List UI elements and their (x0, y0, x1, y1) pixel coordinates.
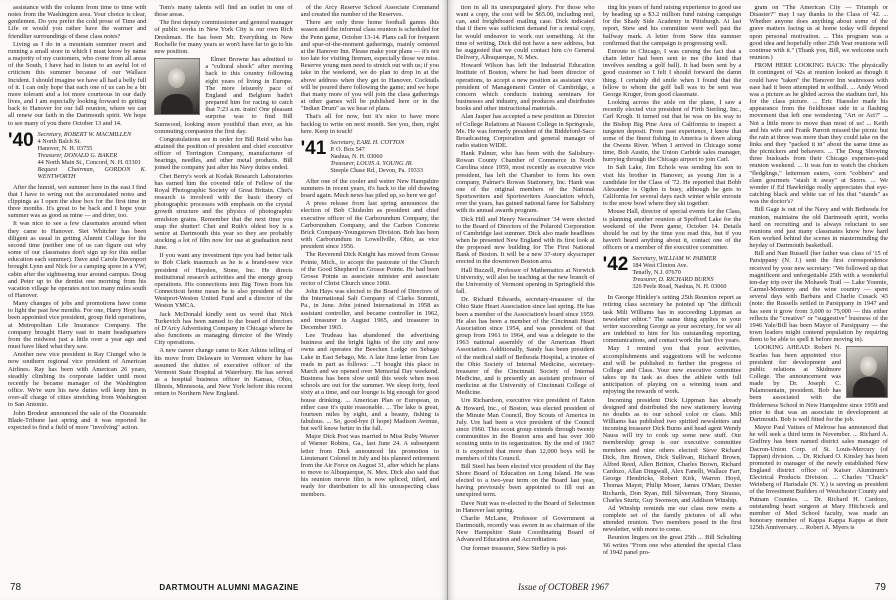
right-column-2 (603, 4, 742, 574)
paragraph: Bill Gage is out of the Navy and with Bethesda for reunion, maintains the old Dartmouth spirit, works hard on recruiting and is always reluctant to see reunions end just many classmates know how hard Ken worked behind the scenes in masterminding the heyday of Dartmouth basketball. (749, 206, 889, 250)
paragraph: John Brodeur announced the sale of the Oceanside Blade-Tribune last spring and it was reported he expected to find a field of more "involving" action. (8, 409, 147, 431)
officer-line: Treasurer, D. RICHARD BURNS (632, 276, 714, 284)
paragraph: Enroute to Chicago, I was cursing the fact that a chain letter had been sent to me (the kind that involves sending a golf ball). It had been sent by a good customer so I felt I should forward the damn thing. I certainly did smile when I found that the fellow to whom the golf ball was to be sent was George Kruger, from good classmate. (602, 47, 742, 98)
paragraph: Ure Richardson, executive vice president of Eaton & Howard, Inc., of Boston, was elected president of the Minute Man Council, Boy Scouts of America in July. Ure had been a vice president of the Council since 1960. This scout group extends through twenty communities in the Boston area and has over 300 scouting units in its organization. By the end of 1967 it is expected that more than 12,000 boys will be members of this Council. (456, 397, 595, 462)
right-page (448, 0, 896, 600)
paragraph: Many changes of jobs and promotions have come to light the past few months. For one, Harry Hoyt has been appointed vice president, group field operations, at Metropolitan Life Insurance Company. The company brought Harry east to main headquarters from the midwest just a little over a year ago and must have liked what they saw. (8, 300, 147, 351)
officer-line: 44 North Main St., Concord, N. H. 03301 (37, 158, 141, 166)
officer-line: Secretary, WILLIAM W. PARMER (632, 255, 717, 263)
paragraph: In George Hinkley's setting 25th Reunion report as retiring class secretary he pointed up "the difficult task Milt Williams has in succeeding Lippman as newsletter editor." The same thing applies to your writer succeeding George as your secretary, for we all are indebted to him for his outstanding reporting, communications, and contact work the last five years. (602, 294, 742, 345)
class-officers (632, 255, 726, 290)
paragraph: Tom's many talents will find an outlet in one of those areas. (154, 4, 293, 19)
paragraph: Living as I do in a mountain summer resort and running a small store in which I must know by name a majority of my customers, who come from all areas of the South, I have had to listen to an awful lot of criticism this summer because of our Wallace Incident. I should imagine we have all had a belly full of it. I can only hope that each one of us can be a bit more tolerant and a lot more courteous in our daily lives, and I am especially looking forward to getting back to Hanover for our fall reunion, where we can all renew our faith in the Dartmouth spirit. We hope to see many of you there October 13 and 14. (8, 40, 147, 127)
paragraph: The Reverend Dick Knight has moved from Grosse Pointe, Mich., to accept the pastorate of the Church of the Good Shepherd in Grosse Pointe. He had been Grosse Pointe as associate minister and associate rector of Christ Church since 1960. (300, 251, 439, 287)
class-numeral: '41 (300, 137, 327, 159)
officer-line: 4 North Balch St. (37, 137, 81, 145)
class-officers (330, 139, 423, 174)
col-text-body (154, 4, 292, 397)
paragraph: Bill Steel has been elected vice president of the Bay Shore Board of Education on Long Island. He was elected to a two-year term on the Board last year, having previously been appointed to fill out an unexpired term. (456, 462, 595, 499)
paragraph: In Salt Lake, Jim Echols was sending his son to visit his brother in Hanover, as young Jim is a candidate for the Class of '72. He reported that Bobb Alexander is Ogden is busy, although he gets to California for several days each winter while enroute to the snow bowl where they ski together. (602, 164, 742, 208)
issue-label: Issue of OCTOBER 1967 (518, 582, 609, 592)
paragraph: Major Dick Post was married to Miss Ruby Weaver of Warner Robins, Ga., last June 24. A subsequent letter from Dick announced his promotion to Lieutenant Colonel in July and his planned retirement from the Air Force on August 31, after which he plans to move to Albuquerque, N. Mex. Dick also said that his reunion movie film is now spliced, titled, and ready for distribution to all his unsuspecting class members. (300, 433, 439, 498)
paragraph: FROM HERE LOOKING BACK: The physically fit contingent of '42s at reunion looked as though it could have "taken" the Hanover Inn waitresses with ease had it been attempted in softball. ... Andy Wood was a picture as he glided across the stadium turf, his for the class picture. ... Eric Haessler made his appearance from the fieldhouse side in a flashing movement that left one wondering "Art or Act?" ... Not a little more to move than most of us! ... Keith and his wife and Frank Parrott missed the picnic but the rain at three was more than they could take on the links and they "packed it in" about the same time as the picnickers and behavers. ... The Doug Showing three busloads from their Chicago expenses-paid reunion weekend. ... It was fun to watch the chicken "fledglings," lettermen eaters, corn "cobbers" and clam gourmets "stash it away" at Storrs. ... We wonder if Ed Hawkridge really appreciates that eye-catching black and white car of his that "stands" as was the doctor's? (749, 62, 889, 206)
paragraph: Chet Berry's work at Kodak Research Laboratories has earned him the coveted title of Fellow of the Royal Photographic Society of Great Britain. Chet's research is involved with the basic theory of photographic processes with emphasis on the crystal growth structure and the physics of photographic emulsion grains. Remember that the next time you snap the shutter! Chet and Ruth's oldest boy is a senior at Dartmouth this year so they are probably stocking a lot of film now for use at graduation next June. (154, 172, 293, 252)
paragraph: tion in all its unexpurgated glory. For those who want a copy, the cost will be $65.00, including reel, can, and freightboard mailing case. Dick indicated that if there was sufficient demand for a rental copy, he would endeavor to work out something. At the time of writing, Dick did not have a new address, but he suggested that we could contact him c/o General Delivery, Albuquerque, N. Mex. (456, 4, 595, 62)
class-header-41 (301, 139, 439, 174)
col-text-top (301, 4, 439, 135)
portrait-photo (154, 58, 200, 115)
paragraph: Dick Hill and Henry Necarsulmer '34 were elected to the Board of Directors of the Polaroid Corporation of Cambridge last summer. Dick also made headlines when he presented New England with its first look at the proposed new building for The First National Bank of Boston. It will be a new 37-story skyscraper erected in the downtown Boston area. (456, 215, 595, 266)
paragraph: After the humid, wet summer here in the east I find that I have to wring out the accumulated notes and clippings as I open the shoe box for the first time in three months. It's great to be back and I hope your summer was as good as mine — and drier, too. (8, 183, 147, 220)
officer-line: Hanover, N. H. 03755 (37, 144, 93, 152)
paragraph: Reunion lingers on the great 25th ... Bill Schulting '66 writes "From one who attended the special Class of 1942 panel pro- (602, 534, 742, 556)
paragraph: After one of the cooler and wetter New Hampshire summers in recent years, it's back to the old drawing board again. Much news has piled up, so here we go! (300, 177, 439, 200)
class-numeral: '40 (8, 129, 34, 151)
page-number: 78 (10, 581, 22, 593)
class-header-40 (8, 131, 146, 180)
paragraph: Hall Buzzell, Professor of Mathematics at Norwich University, will also be teaching at the new branch of the University of Vermont opening in Springfield this fall. (456, 266, 595, 296)
officer-line: Treasurer, LOUIS A. YOUNG JR. (330, 159, 414, 167)
paragraph: That's all for now, but it's nice to have more backlog to write on next month. See you, then, right here. Keep in touch! (300, 113, 439, 135)
officer-line: Nashua, N. H. 03060 (330, 152, 383, 160)
paragraph: ting his years of fund raising experience to good use by heading up a $3.2 million fund raising campaign for the Shady Side Academy in Pittsburgh. At last report, Stew and his committee were well past the halfway mark. A letter from Stew this summer confirmed that the campaign is progressing well. (602, 4, 742, 47)
officer-line: Secretary, EARL H. COTTON (330, 138, 405, 146)
col-text-body (603, 294, 742, 556)
right-column-3 (749, 4, 888, 574)
paragraph: of the Arcy Reserve School Associate Command and created the number of the Reserves. (300, 4, 439, 19)
paragraph: Lee Trudeau has abandoned the advertising business and the bright lights of the city and now owns and operates the Beechen Lodge on Sebago Lake in East Sebago, Me. A late June letter from Lee reads in part as follows: ..."I bought this place in March and we opened over Memorial Day weekend. Business has been slow until this week when most schools are out for the summer. We sleep forty, feed sixty at a time, and our lounge is big enough for good house drinking. ... American Plan or European, in either case it's quite reasonable. ... The lake is great, fourteen miles by eight, and a beauty, fishing is fabulous. ... So, good-bye (I hope) Madison Avenue, but we'll know better in the fall. (300, 332, 439, 433)
paragraph: assistance with the column from time to time with notes from the Washington area. Your choice is clear, gentlemen. Do you prefer the cold prose of Time and Life or would you rather have the warmer and friendlier surroundings of these class notes? (8, 4, 147, 40)
officer-line: Bequest Chairman, GORDON K. WENTWORTH (37, 165, 147, 180)
left-column-2 (154, 4, 292, 574)
paragraph: Mouse Hall, director of special events for the Class, is planning another reunion at Spofford Lake for the weekend of the Penn game, October 14. Details should be out by the time you read this, but if you haven't heard anything about it, contact one of the officers or a member of the executive committee. (602, 208, 742, 252)
col-text-top (603, 4, 742, 251)
officer-line: Steeple Chase Rd., Devon, Pa. 19333 (330, 166, 423, 174)
paragraph: The first deputy commissioner and general manager of public works in New York City is our own Rich Dreshman. He has been Mr. Everything in New Rochelle for many years so won't have far to go to his new position. (154, 19, 293, 55)
paragraph: gram on "The American City — Triumph or Disaster?" may I say thanks to the Class of '42. ... Whether anyone does anything about some of the grave matters facing us at home today will depend upon personal motivation. ... This program was a good idea and hopefully other 25th Year reunions will continue with it." (Thank you, Bill, we welcome such reunion.) (749, 4, 889, 62)
class-officers (38, 131, 147, 180)
col-text-body (301, 178, 439, 498)
class-header-42 (603, 255, 742, 290)
paragraph: A new career change came to Ken Atkins telling of his move from Delaware to Vermont where he has assumed the duties of executive officer of the Vermont State Hospital at Waterbury. He has served as a hospital business officer in Kansas, Ohio, Illinois, Minnesota, and New York before this recent return to Northern New England. (154, 347, 293, 398)
paragraph: Alan Jasper has accepted a new position as Director of College Relations at Nasson College in Springvale, Me. He was formerly president of the Biddeford-Saco Broadcasting Corporation and general manager of radio station WIDE. (456, 113, 595, 149)
right-column-1 (456, 4, 595, 574)
officer-line: Treasurer, DONALD G. BAKER (37, 151, 118, 159)
paragraph: Ad Winship reminds me our class now owns a complete set of the family pictures of all who attended reunion. Two members posed in the first newsletter, with more to come. (602, 504, 742, 534)
class-numeral: '42 (602, 254, 629, 276)
paragraph: Jack McDonald kindly sent us word that Nick Turkevich has been named to the board of directors of D'Arcy Advertising Company in Chicago where he also functions as managing director of the Windy City operations. (154, 310, 293, 347)
paragraph: Dave Nutt was re-elected to the Board of Selectmen in Hanover last spring. (456, 499, 595, 514)
col-text-top (8, 4, 146, 127)
paragraph: Congratulations are in order for Bill Reid who has attained the position of president and chief executive officer of Torrington Company, manufacturer of bearings, needles, and other metal products. Bill joined the company just after his Navy duties ended. (154, 135, 293, 172)
col-text-body (749, 4, 888, 531)
paragraph: It was nice to see a few classmates around when they came to Hanover. Stet Whitcher has been diligent as usual in getting Alumni College for the second time (neither one of us can figure out why some of our classmates don't sign up for this stellar education each summer). Dave and Carole Davenport brought Lynn and Nick for a camping spree in a VW; cabin after the sightseeing tour around campus. Doug and Peter up to the dentist one morning from his vacation village he operates not too many miles south of Hanover. (8, 220, 147, 299)
paragraph: LOOKING AHEAD: Robert N. Scarles has been appointed vice president for development and public relations at Skidmore College. The announcement was made by Dr. Joseph C. Palamountain, president. Bob has been associated with the Holderness School in New Hampshire since 1959 and prior to that was an associate in development at Dartmouth. Bob is well fitted for the job. (749, 344, 889, 423)
left-column-3 (301, 4, 439, 574)
paragraph: Mayor Paul Vaitses of Melrose has announced that he will seek a third term in November. ... Richard A. Godfrey has been named district sales manager of Dacron-Union Corp. of St. Louis-Mercury (of Tappan) division. ... Dr. Richard O. Kinsley has been promoted to manager of the newly established New England district office of Kaiser Aluminum's Electrical Products Division. ... Charles "Chuck" Weinberg of Hartsdale (N. Y.) is serving as president of the Investment Builders of Westchester County and Putnam Counties. ... Dr. Richard H. Cardozo, outstanding heart surgeon at Mary Hitchcock and member of Med School faculty, was made an honorary member of Kappa Kappa Kappa at their 125th Anniversary. ... Robert A. Myers is (749, 424, 889, 532)
right-footer (458, 580, 886, 594)
paragraph: If you want any investment tips you had better talk to Bob Clark inasmuch as he is a brand-new vice president of Hayden, Stone, Inc. He directs institutional research activities and the energy group operations. His connections into Big Town from his Connecticut home mean he is also president of the Westport-Weston United Fund and a director of the Weston YMCA. (154, 252, 293, 310)
paragraph: Looking across the aisle on the plane, I saw a recently elected vice president of Firth Sterling, Inc., Carl Krogh. It turned out that he was on his way to the Bishop Big Pine Area of California to inspect a tungsten deposit. From past experience, I know that some of the finest fishing in America is down along the Owens River. When I arrived in Chicago some time, Bob Austin, the Union Carbide sales manager, hurrying through the Chicago airport to join Carl. (602, 99, 742, 164)
paragraph: Dr. Richard Edwards, secretary-treasurer of the Ohio State Heart Association since last spring. He has been a member of the Association's board since 1959. He also has been a member of the Cincinnati Heart Association since 1954, and was president of that group from 1961 to 1964, and was a delegate to the 1963 national assembly of the American Heart Association. Additionally, Sandy has been president of the medical staff of Bethesda Hospital, a trustee of the Ohio Society of Internal Medicine, secretary-treasurer of the Cincinnati Society of Internal Medicine, and is presently an assistant professor of medicine at the University of Cincinnati College of Medicine. (456, 296, 595, 397)
officer-line: P. O. Box 547 (330, 145, 365, 153)
magazine-title: DARTMOUTH ALUMNI MAGAZINE (159, 582, 299, 592)
paragraph: Bill and Nan Russell (her father was class of '15 of Parsippany (N. J.) sent the first correspondence received by your new secretary: "We followed up that magnificent and unforgettable 25th with a wonderful ten-day trip over the Mohawk Trail — Lake Youmie, Carmel-Monterey and the wine country — spent several days with Barbara and Charlie Cusack '43 (note: the Russells settled in Parsippany in 1947 and has seen it grow from 3,000 to 75,000 — this either reflects the "creative" or "suggestive" business of the 1946 Yale/Bill has been Mayor of Parsippany — the town leaders might contend population by requiring them to be able to spell it before moving in). (749, 250, 889, 344)
paragraph: Another new vice president is Ray Ciungel who is now southern regional vice president of American Airlines. Ray has been with American 26 years, steadily climbing its corporate ladder until most recently he became manager of the Washington office. We're sure his new duties will keep him in over-all charge of cities stretching from Washington to San Antonio. (8, 351, 147, 409)
portrait-photo (846, 346, 888, 398)
col-text-body (8, 184, 146, 431)
paragraph: Hank Palmer, who has been with the Salisbury-Rowan County Chamber of Commerce in North Carolina since 1959, most recently as executive vice president, has left the Chamber to form his own company, Palmer's Rowan Stationery, Inc. Hank was one of the original members of the National Sportswriters and Sportswriters Association which, over the years, has gained national fame for Salisbury with its annual awards program. (456, 150, 595, 215)
paragraph: A press release from last spring announces the election of Bob Chisholm as president and chief executive officer of the Carborundum Company, the Carborundum Company, and the Carbon Concrete Brick Company-Youngstown Division. Bob has been with Carborundum in Lowellville, Ohio, as vice president since 1956. (300, 200, 439, 251)
left-column-1 (8, 4, 146, 574)
officer-line: 184 West Clinton Ave. (632, 262, 688, 270)
page-number: 79 (874, 581, 886, 593)
paragraph: Incoming president Dick Lippman has already designed and distributed the new stationery leaving no doubts as to our school color or class. Milt Williams has published two spirited newsletters and incoming treasurer Dick Burns and head agent Wendy Nauss will try to cook up some new stuff. Our membership group is our executive committee members and nine others elected: Steve Richard Dick, Jim Brown, Dick Sullivan, Richard Brown, Alfred Reed, Allen Britton, Charles Brown, Richard Cardozo, Allan Dingwall, Alex Fanelli, Wallace Farr, George Hendricks, Robert Kirk, Warren Hoyd, Thomas Mayer, Philip Moser, James O'Marr, Dexter Richards, Don Ryan, Bill Silverman, Tony Strauss, Charles Sturtz, Guy Swenson, and Addison Winship. (602, 396, 742, 504)
left-footer (10, 580, 437, 594)
officer-line: Tenafly, N.J. 07670 (632, 269, 681, 277)
paragraph: Our former treasurer, Stew Steffey is put- (461, 544, 568, 552)
officer-line: Secretary, ROBERT W. MACMILLEN (37, 130, 132, 138)
paragraph: Elmer Browne has admitted to a "cultural shock" after moving back to this country following eight years of living in Europe. The more leisurely pace of England and Belgium hadn't prepared him for racing to catch that 7:23 a.m. train! One pleasant surprise was to find Bill Sumwood, looking more youthful than ever, as his commuting companion the first day. (154, 56, 293, 135)
paragraph: Howard Wilson has left the Industrial Education Institute of Boston, where he had been director of operations, to accept a new position as assistant vice president of Management Center of Cambridge, a concern which conducts training seminars for businesses and industry, and produces and distributes books and other instructional materials. (456, 62, 595, 113)
paragraph: May I remind you that your activities, accomplishments and suggestions will be welcome and will be published to further the progress of College and Class. Your new executive committee takes up its task as does the athlete with full anticipation of playing on a winning team and enjoying the rewards of work. (602, 345, 742, 396)
paragraph: John Hays was elected to the Board of Directors of the International Salt Company of Clarks Summit, Pa., in June. John joined International in 1958 as assistant controller, and became controller in 1962, and treasurer in August 1965, and treasurer in December 1965. (300, 288, 439, 331)
paragraph: Charlie McLane, Professor of Government at Dartmouth, recently was sworn in as chairman of the New Hampshire State Coordinating Board of Advanced Education and Accreditation. (456, 514, 595, 544)
officer-line: 326 Peele Road, Nashua, N. H. 03060 (632, 283, 727, 291)
paragraph: There are only three home football games this season and the informal class reunion is scheduled for the Penn game, October 13-14. Plans call for frequent and spur-of-the-moment gatherings, mainly centered at the Hanover Inn. Please make your plans — it's not too late for visiting firemen, especially those we miss. Reserve young men need to stretch out with us; if you take in the weekend, we do plan to drop in at the above address when they get to Hanover. Cocktails will be poured there following the game; and we hope that many more of you will join the class gatherings at other games will be published here or in the "Indian Drum" as we hear of plans. (300, 19, 439, 113)
col-text-body (456, 4, 595, 552)
